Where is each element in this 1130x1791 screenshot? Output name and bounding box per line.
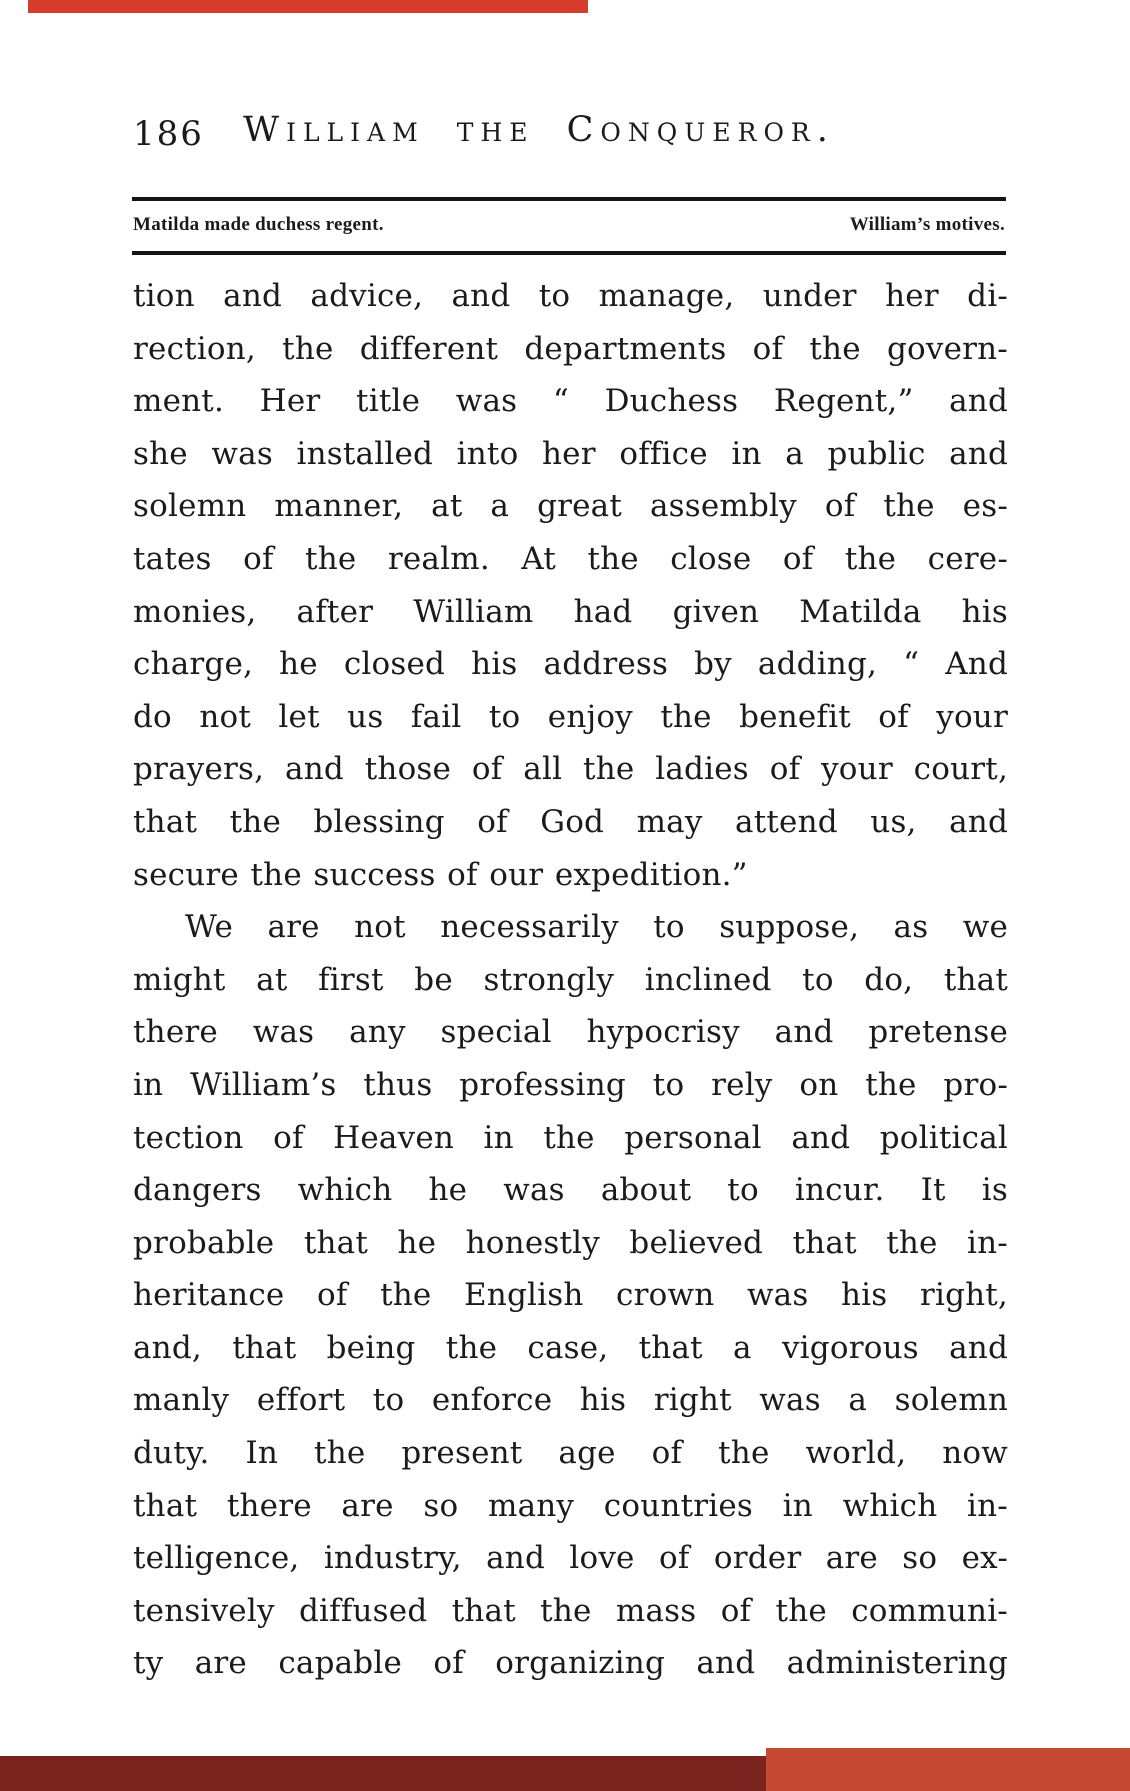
text-line: she was installed into her office in a public and [133, 435, 1008, 472]
text-line: and, that being the case, that a vigorous and [133, 1329, 1008, 1366]
guide-words-row [133, 214, 1005, 236]
text-line: prayers, and those of all the ladies of your court, [133, 751, 1008, 788]
text-line: manly effort to enforce his right was a solemn [133, 1382, 1008, 1419]
text-line: ty are capable of organizing and administering [133, 1645, 1008, 1682]
scan-color-bar-bottom-right [766, 1748, 1130, 1791]
header-rule-bottom [132, 251, 1006, 255]
text-line: do not let us fail to enjoy the benefit of your [133, 698, 1008, 735]
running-title: William the Conqueror. [243, 110, 835, 150]
text-line: that there are so many countries in which in- [133, 1487, 1008, 1524]
text-line: charge, he closed his address by adding, “ And [133, 646, 1008, 683]
text-line: probable that he honestly believed that the in- [133, 1224, 1008, 1261]
page-number: 186 [133, 114, 204, 154]
text-line: dangers which he was about to incur. It is [133, 1172, 1008, 1209]
header-rule-top [132, 197, 1006, 201]
page-header [133, 110, 1005, 160]
text-line: there was any special hypocrisy and pretense [133, 1014, 1008, 1051]
text-line: solemn manner, at a great assembly of the es- [133, 488, 1008, 525]
text-line: might at first be strongly inclined to do, that [133, 961, 1008, 998]
guide-word-right: William’s motives. [849, 214, 1005, 235]
text-line: tates of the realm. At the close of the cere- [133, 540, 1008, 577]
text-line: telligence, industry, and love of order are so ex- [133, 1540, 1008, 1577]
text-line: ment. Her title was “ Duchess Regent,” and [133, 383, 1008, 420]
scan-color-bar-bottom-left [0, 1756, 766, 1791]
text-line: secure the success of our expedition.” [133, 856, 748, 893]
guide-word-left: Matilda made duchess regent. [133, 214, 384, 235]
text-line: tensively diffused that the mass of the communi- [133, 1592, 1008, 1629]
text-line: monies, after William had given Matilda his [133, 593, 1008, 630]
text-line: We are not necessarily to suppose, as we [185, 909, 1008, 946]
text-line: heritance of the English crown was his right, [133, 1277, 1008, 1314]
text-line: tection of Heaven in the personal and political [133, 1119, 1008, 1156]
text-line: that the blessing of God may attend us, and [133, 803, 1008, 840]
body-text [133, 270, 1008, 1690]
text-line: in William’s thus professing to rely on the pro- [133, 1066, 1008, 1103]
text-line: rection, the different departments of the govern- [133, 330, 1008, 367]
text-line: duty. In the present age of the world, now [133, 1435, 1008, 1472]
scan-color-bar-top [28, 0, 588, 13]
text-line: tion and advice, and to manage, under her di- [133, 278, 1008, 314]
